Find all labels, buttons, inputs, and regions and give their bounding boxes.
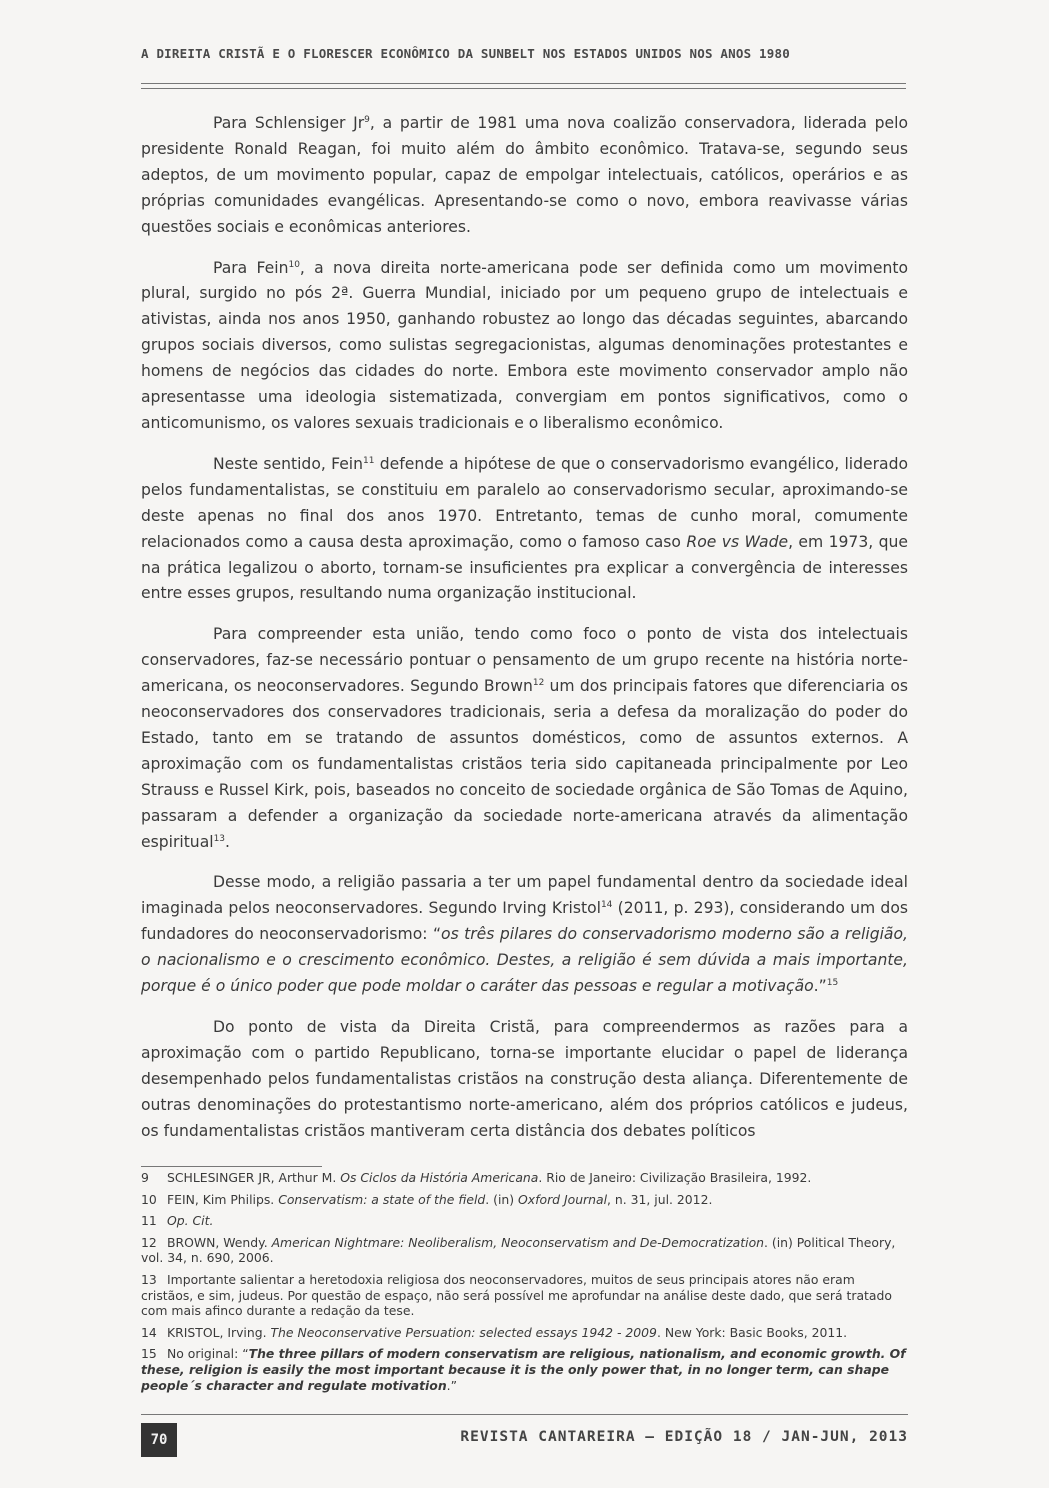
footnote-ref: 14	[600, 900, 613, 911]
footnote: 11 Op. Cit.	[141, 1213, 214, 1229]
footnote-separator	[141, 1166, 322, 1167]
footnote: 10 FEIN, Kim Philips. Conservatism: a state of the field. (in) Oxford Journal, n. 31, jul. 2012.	[141, 1191, 713, 1207]
article-body	[141, 111, 908, 1160]
paragraph: Desse modo, a religião passaria a ter um papel fundamental dentro da sociedade ideal imaginada pelos neoconservadores. Segundo Irving Kristol$^{14}$ (2011, p. 293), considerando um dos fundadores do neoconservadorismo: “os três pilares do conservadorismo moderno são a religião, o nacionalismo e o crescimento econômico. Destes, a religião é sem dúvida a mais importante, porque é o único poder que pode moldar o caráter das pessoas e regular a motivação.”$^{15}$	[141, 873, 908, 996]
footnote: 14 KRISTOL, Irving. The Neoconservative Persuation: selected essays 1942 - 2009. New York: Basic Books, 2011.	[141, 1324, 848, 1340]
footnote-ref: 12	[532, 677, 545, 688]
quotation: os três pilares do conservadorismo moderno são a religião, o nacionalismo e o crescimento econômico. Destes, a religião é sem dúvida a mais importante, porque é o único poder que pode moldar o caráter das pessoas e regular a motivação	[141, 925, 908, 996]
footnote-ref: 10	[288, 259, 300, 270]
header-rule	[141, 83, 906, 84]
running-header-title: A DIREITA CRISTÃ E O FLORESCER ECONÔMICO DA SUNBELT NOS ESTADOS UNIDOS NOS ANOS 1980	[141, 46, 790, 61]
paragraph: Para compreender esta união, tendo como foco o ponto de vista dos intelectuais conservadores, faz-se necessário pontuar o pensamento de um grupo recente na história norte-americana, os neoconservadores. Segundo Brown$^{12}$ um dos principais fatores que diferenciaria os neoconservadores dos conservadores tradicionais, seria a defesa da moralização do poder do Estado, tanto em se tratando de assuntos domésticos, como de assuntos externos. A aproximação com os fundamentalistas cristãos teria sido capitaneada principalmente por Leo Strauss e Russel Kirk, pois, baseados no conceito de sociedade orgânica de São Tomas de Aquino, passaram a defender a organização da sociedade norte-americana através da alimentação espiritual$^{13}$.	[141, 625, 909, 851]
footnote-ref: 11	[363, 455, 375, 466]
footnote-ref: 15	[826, 977, 839, 988]
paragraph: Para Fein$^{10}$, a nova direita norte-americana pode ser definida como um movimento plural, surgido no pós 2ª. Guerra Mundial, iniciado por um pequeno grupo de intelectuais e ativistas, ainda nos anos 1950, ganhando robustez ao longo das décadas seguintes, abarcando grupos sociais diversos, como sulistas segregacionistas, algumas denominações protestantes e homens de negócios das cidades do norte. Embora este movimento conservador amplo não apresentasse uma ideologia sistematizada, convergiam em pontos significativos, como o anticomunismo, os valores sexuais tradicionais e o liberalismo econômico.	[141, 258, 908, 432]
paragraph: Neste sentido, Fein$^{11}$ defende a hipótese de que o conservadorismo evangélico, liderado pelos fundamentalistas, se constituiu em paralelo ao conservadorismo secular, aproximando-se deste apenas no final dos anos 1970. Entretanto, temas de cunho moral, comumente relacionados como a causa desta aproximação, como o famoso caso Roe vs Wade, em 1973, que na prática legalizou o aborto, tornam-se insuficientes pra explicar a convergência de interesses entre esses grupos, resultando numa organização institucional.	[141, 454, 909, 603]
footnote: 12 BROWN, Wendy. American Nightmare: Neoliberalism, Neoconservatism and De-Democratization. (in) Political Theory, vol. 34, n. 690, 2006.	[141, 1234, 896, 1266]
footnote-ref: 9	[364, 114, 370, 125]
page-number: 70	[141, 1423, 177, 1457]
paragraph: Do ponto de vista da Direita Cristã, para compreendermos as razões para a aproximação com o partido Republicano, torna-se importante elucidar o papel de liderança desempenhado pelos fundamentalistas cristãos na construção desta aliança. Diferentemente de outras denominações do protestantismo norte-americano, além dos próprios católicos e judeus, os fundamentalistas cristãos mantiveram certa distância dos debates políticos	[141, 1018, 908, 1140]
footnote: 9 SCHLESINGER JR, Arthur M. Os Ciclos da História Americana. Rio de Janeiro: Civilização Brasileira, 1992.	[141, 1170, 812, 1185]
footnote-ref: 13	[213, 833, 226, 844]
footnotes	[141, 1170, 908, 1399]
journal-footer: REVISTA CANTAREIRA – EDIÇÃO 18 / JAN-JUN, 2013	[460, 1429, 908, 1445]
footer-rule	[141, 1414, 908, 1415]
header-rule	[141, 88, 906, 89]
paragraph: Para Schlensiger Jr$^9$, a partir de 1981 uma nova coalizão conservadora, liderada pelo presidente Ronald Reagan, foi muito além do âmbito econômico. Tratava-se, segundo seus adeptos, de um movimento popular, capaz de empolgar intelectuais, católicos, operários e as próprias comunidades evangélicas. Apresentando-se como o novo, embora reavivasse várias questões sociais e econômicas anteriores.	[141, 114, 908, 236]
footnote: 15 No original: “The three pillars of modern conservatism are religious, nationalism, and economic growth. Of these, religion is easily the most important because it is the only power that, in no longer term, can shape people´s character and regulate motivation.”	[141, 1346, 906, 1393]
footnote: 13 Importante salientar a heretodoxia religiosa dos neoconservadores, muitos de seus principais atores não eram cristãos, e sim, judeus. Por questão de espaço, não será possível me aprofundar na análise deste dado, que será tratado com mais afinco durante a redação da tese.	[141, 1271, 892, 1319]
